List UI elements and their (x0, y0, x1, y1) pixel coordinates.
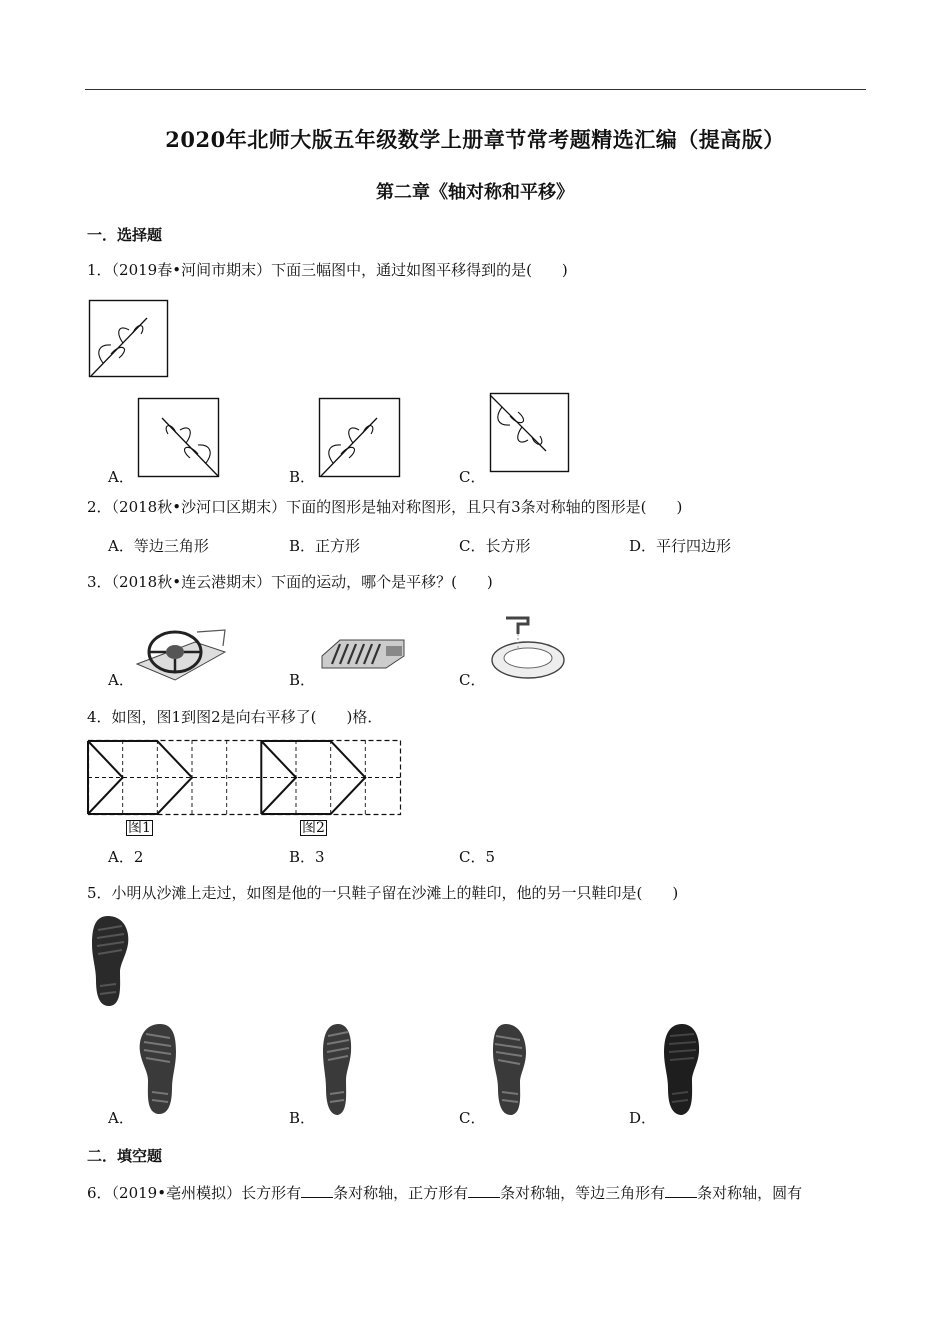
question-4-text: 4．如图，图1到图2是向右平移了( )格． (87, 708, 383, 726)
question-1-text: 1．（2019春•河间市期末）下面三幅图中，通过如图平移得到的是( ) (87, 261, 568, 279)
q6-text-part-4: 条对称轴，圆有 (697, 1184, 803, 1202)
q2-option-b[interactable]: B．正方形 (289, 537, 361, 555)
section-choice-heading: 一．选择题 (87, 226, 163, 244)
question-5-text: 5．小明从沙滩上走过，如图是他的一只鞋子留在沙滩上的鞋印，他的另一只鞋印是( ) (87, 884, 679, 902)
q4-option-a[interactable]: A．2 (108, 848, 144, 866)
q2-option-a[interactable]: A．等边三角形 (108, 537, 209, 555)
page-title: 2020年北师大版五年级数学上册章节常考题精选汇编（提高版） (165, 127, 785, 152)
q6-text-part-3: 条对称轴，等边三角形有 (500, 1184, 666, 1202)
q5-option-b-label[interactable]: B． (289, 1109, 316, 1127)
q5-option-a-label[interactable]: A． (108, 1109, 134, 1127)
q5-option-a-footprint[interactable] (136, 1022, 180, 1116)
q3-option-b-drawer-image[interactable] (320, 630, 406, 670)
q4-option-b[interactable]: B．3 (289, 848, 325, 866)
q3-option-c-faucet-image[interactable] (488, 614, 568, 684)
question-2-text: 2．（2018秋•沙河口区期末）下面的图形是轴对称图形，且只有3条对称轴的图形是( ) (87, 498, 683, 516)
q3-option-a-label[interactable]: A． (108, 671, 134, 689)
q4-option-c[interactable]: C．5 (459, 848, 496, 866)
q1-option-a-label[interactable]: A． (108, 468, 134, 486)
question-6-text (87, 1182, 802, 1203)
q1-option-c-figure[interactable] (490, 393, 570, 473)
section-fill-heading: 二．填空题 (87, 1147, 163, 1165)
q6-blank-1[interactable] (301, 1183, 333, 1198)
q3-option-c-label[interactable]: C． (459, 671, 486, 689)
q5-option-d-footprint[interactable] (660, 1022, 702, 1118)
q2-option-d[interactable]: D．平行四边形 (629, 537, 732, 555)
q5-option-c-label[interactable]: C． (459, 1109, 486, 1127)
q3-option-b-label[interactable]: B． (289, 671, 316, 689)
q2-option-c[interactable]: C．长方形 (459, 537, 531, 555)
q6-text-part-2: 条对称轴，正方形有 (333, 1184, 469, 1202)
q5-option-b-footprint[interactable] (320, 1022, 354, 1118)
q1-option-c-label[interactable]: C． (459, 468, 486, 486)
q6-text-part-1: 6．（2019•亳州模拟）长方形有 (87, 1184, 302, 1202)
chapter-subtitle: 第二章《轴对称和平移》 (376, 182, 574, 203)
q5-option-d-label[interactable]: D． (629, 1109, 657, 1127)
q5-reference-footprint (88, 914, 132, 1008)
q6-blank-2[interactable] (468, 1183, 500, 1198)
q1-option-a-figure[interactable] (138, 398, 220, 478)
question-3-text: 3．（2018秋•连云港期末）下面的运动，哪个是平移？( ) (87, 573, 493, 591)
q4-grid-figure (88, 740, 402, 816)
q3-option-a-steering-wheel-image[interactable] (135, 622, 227, 684)
header-rule (85, 89, 866, 90)
q1-reference-figure (89, 300, 169, 378)
q6-blank-3[interactable] (665, 1183, 697, 1198)
q1-option-b-figure[interactable] (319, 398, 401, 478)
q4-figure-2-label: 图2 (302, 820, 325, 836)
q1-option-b-label[interactable]: B． (289, 468, 316, 486)
q5-option-c-footprint[interactable] (490, 1022, 530, 1118)
q4-figure-1-label: 图1 (128, 820, 151, 836)
